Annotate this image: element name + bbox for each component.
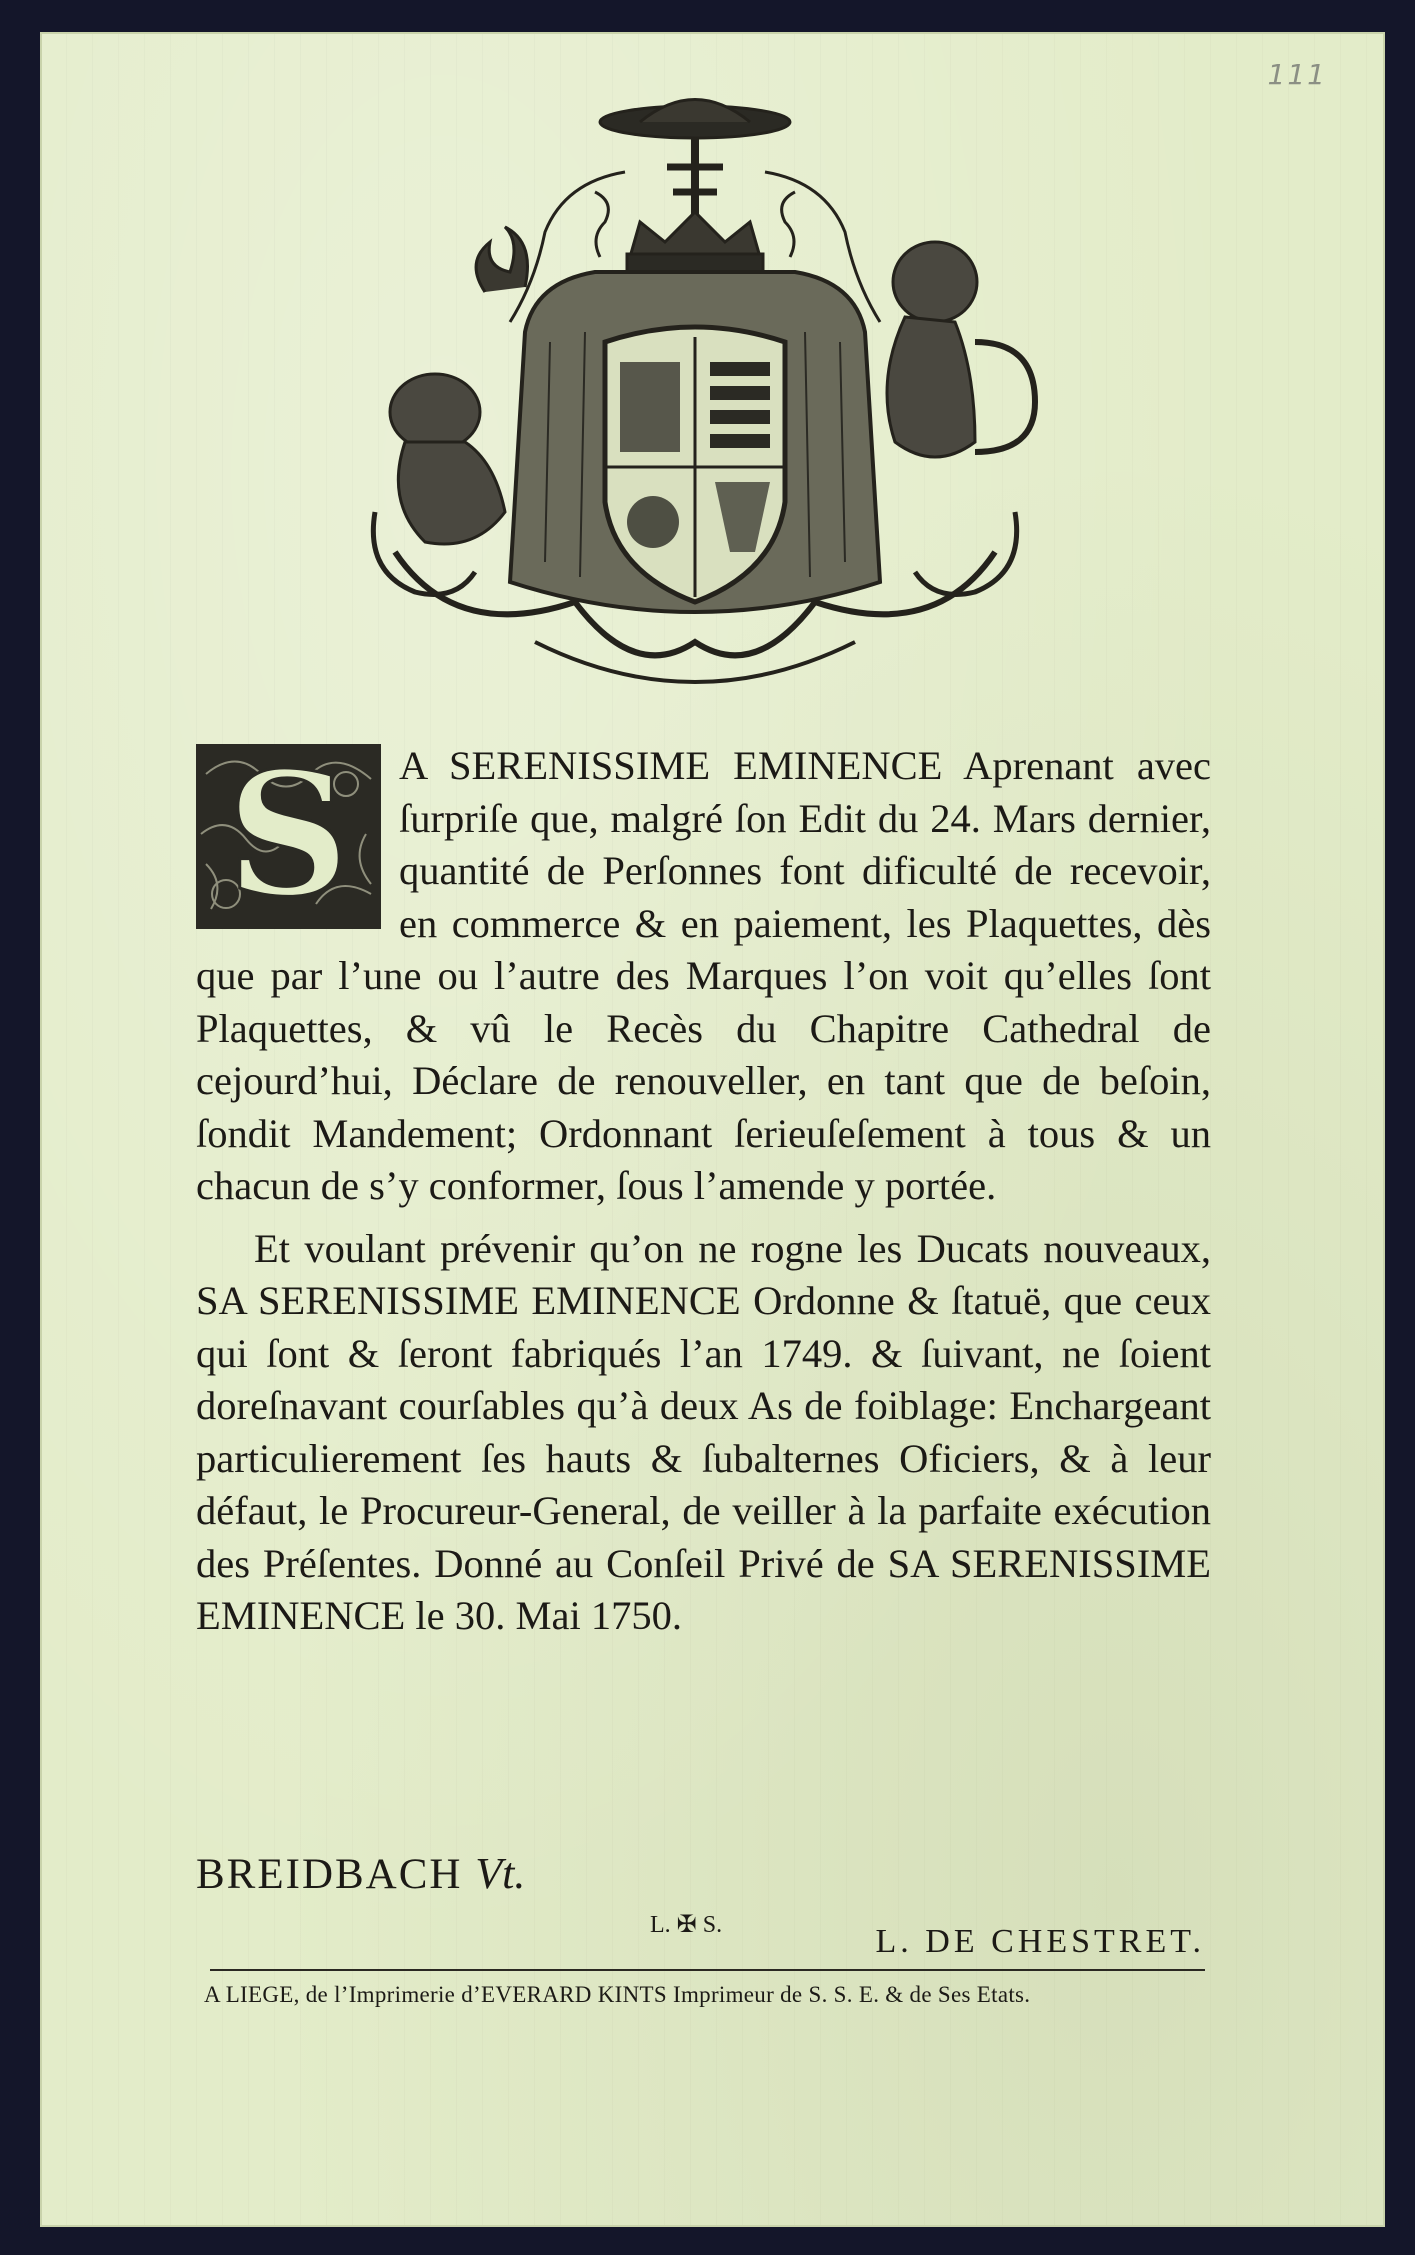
- printer-imprint: A LIEGE, de l’Imprimerie d’EVERARD KINTS Imprimeur de S. S. E. & de Ses Etats.: [204, 1982, 1031, 2007]
- paragraph-1: A SERENISSIME EMINENCE Aprenant avec ſurpriſe que, malgré ſon Edit du 24. Mars dernier, quantité de Perſonnes font dificulté de recevoir, en commerce & en paiement, les Plaquettes, dès que par l’une ou l’autre des Marques l’on voit qu’elles ſont Plaquettes, & vû le Recès du Chapitre Cathedral de cejourd’hui, Déclare de renouveller, en tant que de beſoin, ſondit Mandement; Ordonnant ſerieuſeſement à tous & un chacun de s’y conformer, ſous l’amende y portée.: [196, 743, 1211, 1208]
- folio-number: 111: [1267, 58, 1327, 91]
- paragraph-2: Et voulant prévenir qu’on ne rogne les Ducats nouveaux, SA SERENISSIME EMINENCE Ordonne & ſtatuë, que ceux qui ſont & ſeront fabriqués l’an 1749. & ſuivant, ne ſoient doreſnavant courſables qu’à deux As de foiblage: Enchargeant particulierement ſes hauts & ſubalternes Oficiers, & à leur défaut, le Procureur-General, de veiller à la parfaite exécution des Préſentes. Donné au Conſeil Privé de SA SERENISSIME EMINENCE le 30. Mai 1750.: [196, 1225, 1211, 1638]
- signature-breidbach: [196, 1848, 525, 1899]
- signature-left-suffix: Vt.: [475, 1849, 526, 1898]
- coat-of-arms-icon: [335, 82, 1055, 722]
- svg-text:S: S: [226, 744, 350, 929]
- divider-rule: [210, 1969, 1205, 1971]
- dropcap-initial: [196, 744, 381, 929]
- signature-chestret: L. DE CHESTRET.: [875, 1923, 1205, 1960]
- seal-mark: L. ✠ S.: [650, 1912, 723, 1938]
- ornamental-initial-s-icon: [196, 744, 381, 929]
- proclamation-text: [196, 740, 1211, 1643]
- signature-left-name: BREIDBACH: [196, 1851, 463, 1898]
